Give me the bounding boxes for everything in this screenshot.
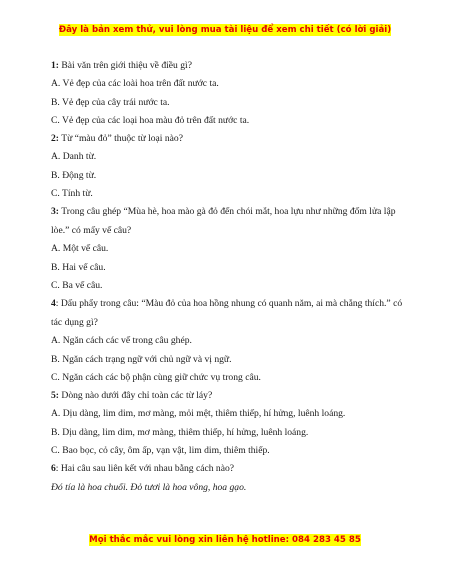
question-number: 5: <box>51 390 59 402</box>
question-5 <box>51 389 406 402</box>
preview-notice-text: Đây là bản xem thử, vui lòng mua tài liệu để xem chi tiết (có lời giải) <box>58 25 392 35</box>
option-4b: B. Ngăn cách trạng ngữ với chủ ngữ và vị ngữ. <box>51 353 232 365</box>
question-number: 6 <box>51 463 56 475</box>
question-text: Bài văn trên giới thiệu về điều gì? <box>59 60 192 71</box>
question-number: 4 <box>51 298 56 310</box>
option-1b: B. Vẻ đẹp của cây trái nước ta. <box>51 96 170 108</box>
option-3b: B. Hai vế câu. <box>51 261 106 273</box>
option-5b: B. Dịu dàng, lim dim, mơ màng, thiêm thiếp, hí hửng, luênh loáng. <box>51 426 309 438</box>
question-4 <box>51 294 406 332</box>
question-text: : Dấu phẩy trong câu: “Màu đỏ của hoa hồng nhung có quanh năm, ai mà chẳng thích.” có tác dụng gì? <box>51 298 403 329</box>
document-body <box>51 59 406 499</box>
question-2 <box>51 132 406 145</box>
question-text: Dòng nào dưới đây chỉ toàn các từ láy? <box>59 390 213 402</box>
option-4a: A. Ngăn cách các vế trong câu ghép. <box>51 335 192 347</box>
option-1a: A. Vẻ đẹp của các loài hoa trên đất nước ta. <box>51 78 219 90</box>
question-text: : Hai câu sau liên kết với nhau bằng cách nào? <box>55 463 235 475</box>
question-6 <box>51 462 406 475</box>
question-6-example: Đó tía là hoa chuối. Đỏ tươi là hoa vông, hoa gạo. <box>51 481 247 493</box>
option-1c: C. Vẻ đẹp của các loại hoa màu đỏ trên đất nước ta. <box>51 114 250 126</box>
question-3 <box>51 202 406 240</box>
question-text: Trong câu ghép “Mùa hè, hoa mào gà đỏ đến chói mắt, hoa lựu như những đốm lửa lập lòe.” có mấy vế câu? <box>51 206 396 237</box>
option-5c: C. Bao bọc, cỏ cây, ôm ấp, vạn vật, lim dim, thiêm thiếp. <box>51 445 270 457</box>
question-number: 2: <box>51 133 59 145</box>
question-text: Từ “màu đỏ” thuộc từ loại nào? <box>59 133 183 145</box>
option-2a: A. Danh từ. <box>51 151 97 163</box>
hotline-notice-text: Mọi thắc mắc vui lòng xin liên hệ hotline: 084 283 45 85 <box>89 535 361 545</box>
option-3a: A. Một vế câu. <box>51 243 109 255</box>
hotline-notice-banner <box>0 535 450 545</box>
preview-notice-banner <box>0 25 450 35</box>
question-1 <box>51 59 406 72</box>
option-2b: B. Động từ. <box>51 169 97 181</box>
option-3c: C. Ba vế câu. <box>51 279 103 291</box>
question-number: 1: <box>51 60 59 71</box>
option-5a: A. Dịu dàng, lim dim, mơ màng, mỏi mệt, thiêm thiếp, hí hửng, luênh loáng. <box>51 408 346 420</box>
option-2c: C. Tính từ. <box>51 188 93 200</box>
question-number: 3: <box>51 206 59 218</box>
option-4c: C. Ngăn cách các bộ phận cùng giữ chức vụ trong câu. <box>51 371 261 383</box>
